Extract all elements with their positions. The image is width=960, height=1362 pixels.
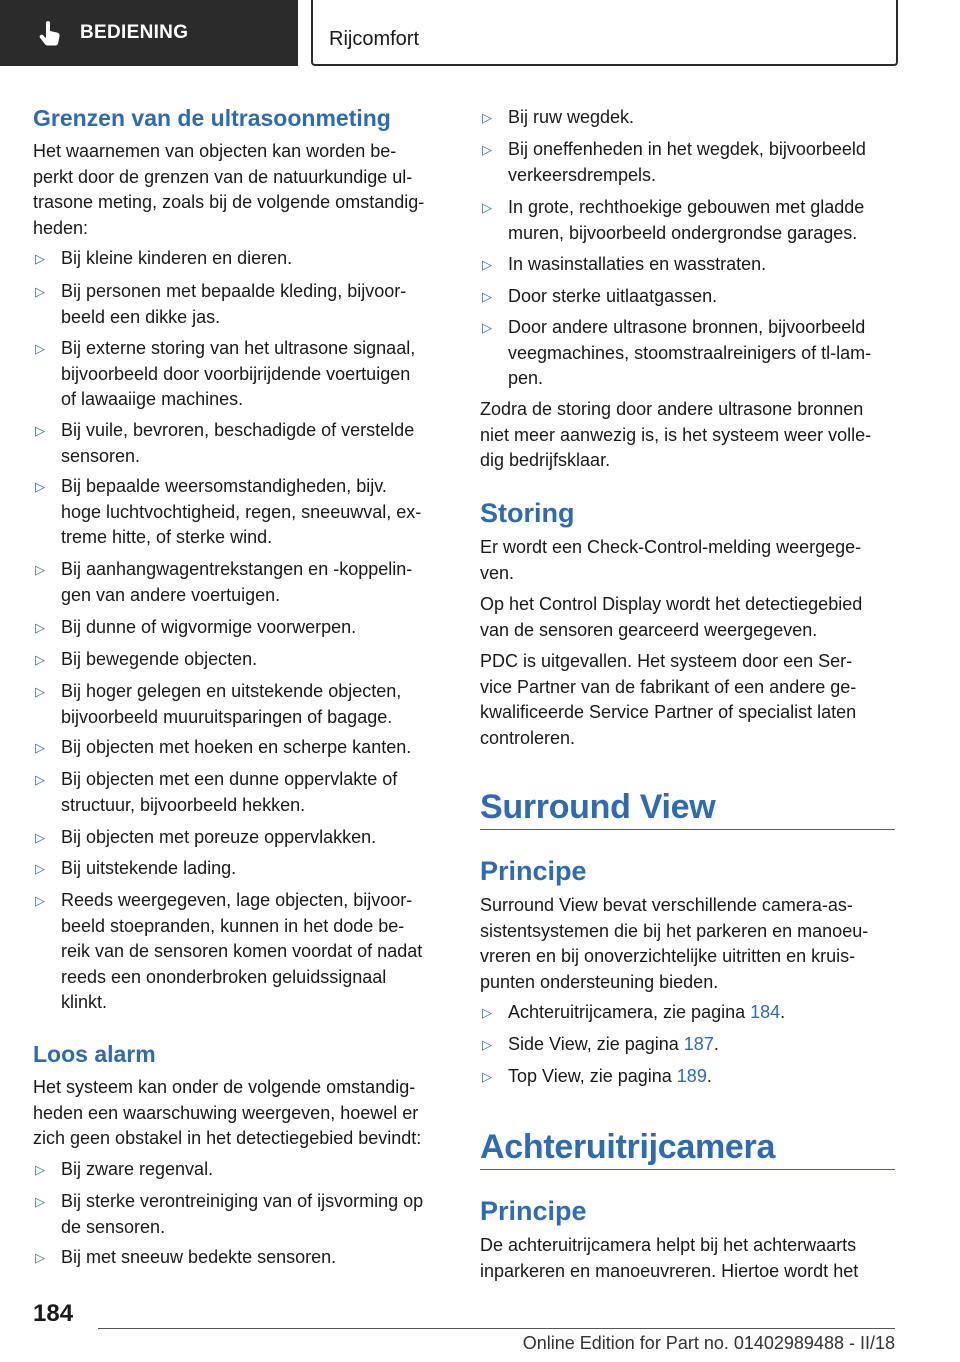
list-item: ▷ Bij met sneeuw bedekte sensoren.: [35, 1247, 337, 1267]
heading-sv-principle: Principe: [480, 856, 587, 886]
footer-rule: [98, 1328, 895, 1329]
list-item: ▷ Door sterke uitlaatgassen.: [482, 286, 718, 306]
paragraph-fault-2: Op het Control Display wordt het detectiegebied van de sensoren gearceerd weergegeven.: [480, 594, 863, 640]
list-item: ▷ In grote, rechthoekige gebouwen met gladde muren, bijvoorbeeld ondergrondse garages.: [482, 197, 865, 243]
paragraph-fault-1: Er wordt een Check-Control-melding weergege- ven.: [480, 537, 862, 583]
page-number: 184: [33, 1300, 74, 1327]
paragraph-sv: Surround View bevat verschillende camera-as- sistentsystemen die bij het parkeren en manoeu- vreren en bij onoverzichtelijke uitritten en kruis- punten ondersteuning bieden.: [480, 895, 869, 992]
heading-rule: [480, 829, 895, 830]
list-item: ▷ Bij vuile, bevroren, beschadigde of verstelde sensoren.: [35, 420, 415, 466]
list-item: ▷ Reeds weergegeven, lage objecten, bijvoor- beeld stoepranden, kunnen in het dode be- reik van de sensoren komen voordat of nadat reeds een ononderbroken geluidssignaal klinkt.: [35, 890, 423, 1012]
list-item: ▷ Bij oneffenheden in het wegdek, bijvoorbeeld verkeersdrempels.: [482, 139, 866, 185]
list-item: ▷ Bij bewegende objecten.: [35, 649, 258, 669]
list-item: ▷ Top View, zie pagina 189.: [482, 1066, 712, 1086]
section-label: BEDIENING: [80, 22, 189, 43]
list-item: ▷ Bij kleine kinderen en dieren.: [35, 248, 293, 268]
section-tab: [0, 0, 298, 66]
paragraph-false-alarm: Het systeem kan onder de volgende omstandig- heden een waarschuwing weergeven, hoewel er zich geen obstakel in het detectiegebied bevindt:: [33, 1077, 422, 1148]
list-item: ▷ Bij ruw wegdek.: [482, 107, 635, 127]
list-item: ▷ Bij uitstekende lading.: [35, 858, 237, 878]
list-item: ▷ Bij objecten met een dunne oppervlakte of structuur, bijvoorbeeld hekken.: [35, 769, 398, 815]
list-item: ▷ Bij dunne of wigvormige voorwerpen.: [35, 617, 357, 637]
heading-false-alarm: Loos alarm: [33, 1041, 156, 1067]
heading-rule: [480, 1169, 895, 1170]
page-link-184[interactable]: 184: [750, 1002, 781, 1022]
list-item: ▷ Bij personen met bepaalde kleding, bijvoor- beeld een dikke jas.: [35, 281, 407, 327]
edition-text: Online Edition for Part no. 01402989488 - II/18: [522, 1333, 895, 1353]
paragraph-limits: Het waarnemen van objecten kan worden be- perkt door de grenzen van de natuurkundige ul- trasone meting, zoals bij de volgende omstandig- heden:: [33, 141, 425, 238]
list-item: ▷ Side View, zie pagina 187.: [482, 1034, 719, 1054]
list-item: ▷ Bij sterke verontreiniging van of ijsvorming op de sensoren.: [35, 1191, 424, 1237]
heading-surround-view: Surround View: [480, 788, 716, 826]
list-item: ▷ Bij hoger gelegen en uitstekende objecten, bijvoorbeeld muuruitsparingen of bagage.: [35, 681, 402, 727]
list-item: ▷ Bij zware regenval.: [35, 1159, 214, 1179]
list-item: ▷ Bij objecten met hoeken en scherpe kanten.: [35, 737, 412, 757]
paragraph-fault-3: PDC is uitgevallen. Het systeem door een Ser- vice Partner van de fabrikant of een andere ge- kwalificeerde Service Partner of specialist laten controleren.: [480, 651, 857, 748]
page-link-189[interactable]: 189: [676, 1066, 707, 1086]
heading-fault: Storing: [480, 498, 575, 528]
hand-pointer-icon: [38, 20, 62, 46]
chapter-header: [311, 0, 898, 66]
list-item: ▷ In wasinstallaties en wasstraten.: [482, 254, 767, 274]
list-item: ▷ Bij aanhangwagentrekstangen en -koppelin- gen van andere voertuigen.: [35, 559, 413, 605]
list-item: ▷ Achteruitrijcamera, zie pagina 184.: [482, 1002, 786, 1022]
paragraph-after-list: Zodra de storing door andere ultrasone bronnen niet meer aanwezig is, is het systeem weer volle- dig bedrijfsklaar.: [480, 399, 872, 470]
heading-rear-camera: Achteruitrijcamera: [480, 1128, 776, 1166]
page-link-187[interactable]: 187: [683, 1034, 714, 1054]
heading-rc-principle: Principe: [480, 1196, 587, 1226]
list-item: ▷ Bij externe storing van het ultrasone signaal, bijvoorbeeld door voorbijrijdende voertuigen of lawaaiige machines.: [35, 338, 416, 409]
list-item: ▷ Door andere ultrasone bronnen, bijvoorbeeld veegmachines, stoomstraalreinigers of tl-lam- pen.: [482, 317, 872, 388]
heading-limits: Grenzen van de ultrasoonmeting: [33, 105, 391, 131]
chapter-title: Rijcomfort: [329, 28, 420, 50]
list-item: ▷ Bij objecten met poreuze oppervlakken.: [35, 827, 377, 847]
list-item: ▷ Bij bepaalde weersomstandigheden, bijv. hoge luchtvochtigheid, regen, sneeuwval, ex- treme hitte, of sterke wind.: [35, 476, 422, 547]
paragraph-rc: De achteruitrijcamera helpt bij het achterwaarts inparkeren en manoeuvreren. Hiertoe wordt het: [480, 1235, 859, 1281]
